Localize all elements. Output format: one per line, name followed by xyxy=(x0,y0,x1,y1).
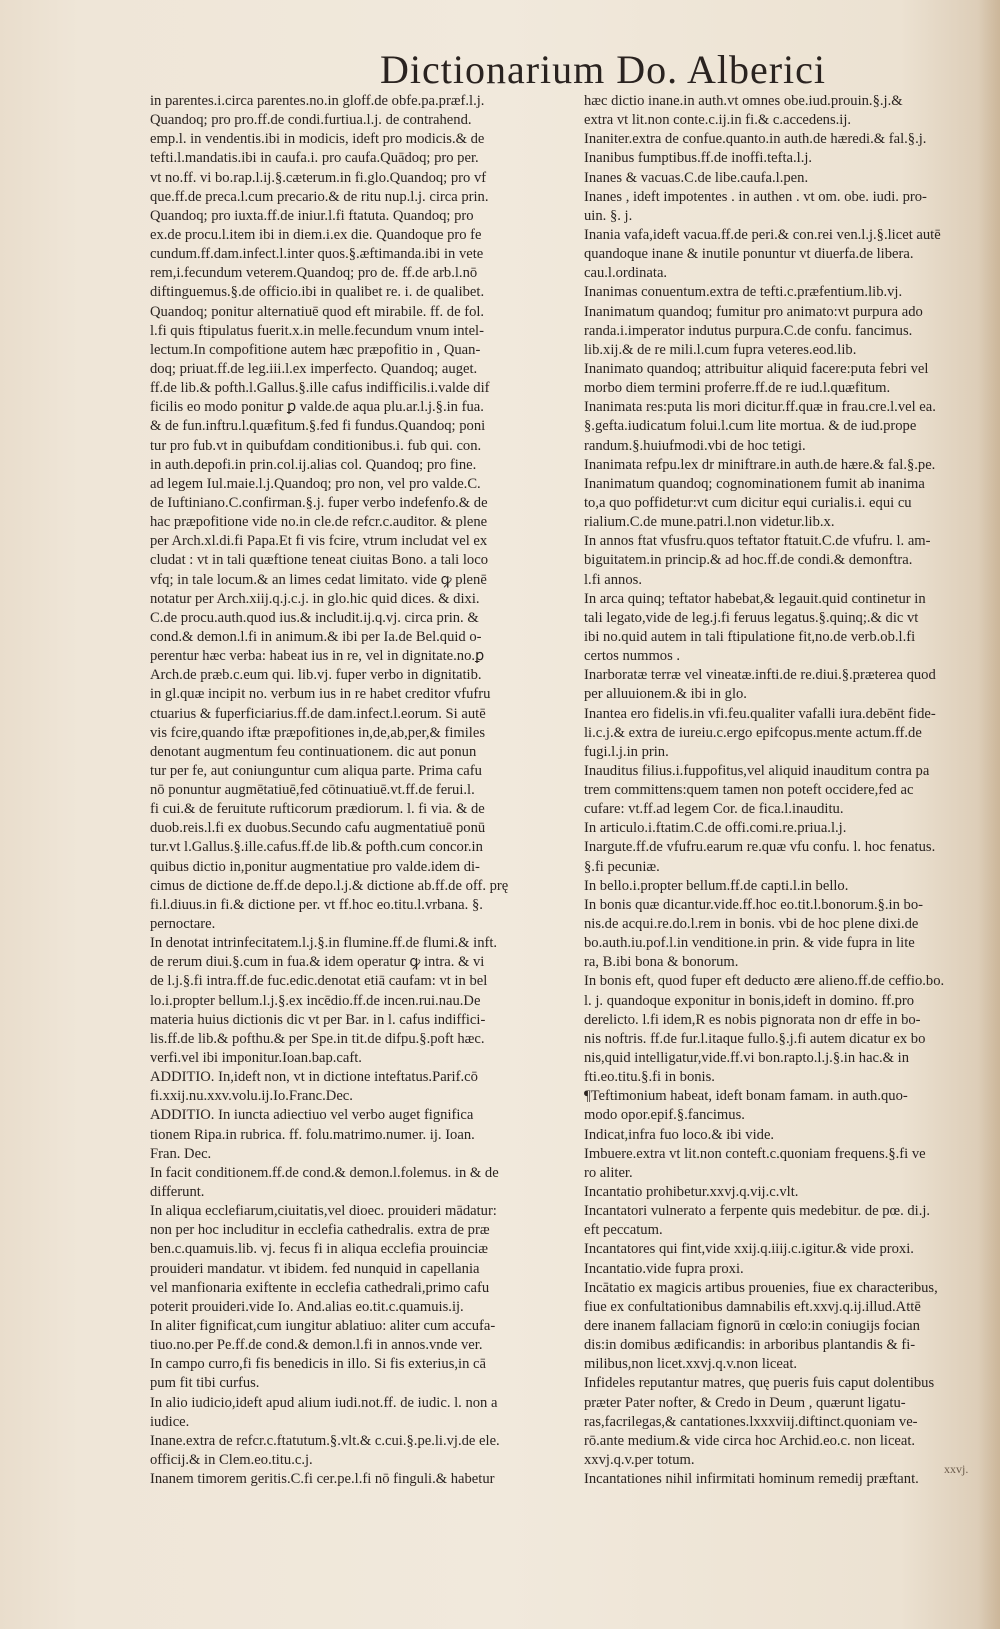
right-column-line: In bello.i.propter bellum.ff.de capti.l.in bello. xyxy=(584,877,849,894)
right-column-line: rialium.C.de mune.patri.l.non videtur.lib.x. xyxy=(584,514,835,531)
right-column-line: morbo diem termini proferre.ff.de re iud.l.quæfitum. xyxy=(584,380,891,397)
left-column-line: in auth.depofi.in prin.col.ij.alias col. Quandoq; pro fine. xyxy=(150,456,477,473)
right-column-line: Inaniter.extra de confue.quanto.in auth.de hæredi.& fal.§.j. xyxy=(584,131,927,148)
left-column-line: prouideri mandatur. vt ibidem. fed nunquid in capellania xyxy=(150,1260,480,1277)
left-column-line: cimus de dictione de.ff.de depo.l.j.& dictione ab.ff.de off. prę xyxy=(150,877,509,894)
right-column-line: derelicto. l.fi idem,R es nobis pignorata non dr effe in bo- xyxy=(584,1011,921,1028)
right-column-line: Incātatio ex magicis artibus prouenies, fiue ex characteribus, xyxy=(584,1279,938,1296)
left-column-line: cludat : vt in tali quæftione teneat ciuitas Bono. a tali loco xyxy=(150,552,489,569)
right-column-line: Inania vafa,ideft vacua.ff.de peri.& con.rei ven.l.j.§.licet autē xyxy=(584,226,941,243)
left-column-line: lo.i.propter bellum.l.j.§.ex incēdio.ff.de incen.rui.nau.De xyxy=(150,992,481,1009)
left-column-line: l.fi quis ftipulatus fuerit.x.in melle.fecundum vnum intel- xyxy=(150,322,484,339)
right-column-line: lib.xij.& de re mili.l.cum fupra veteres.eod.lib. xyxy=(584,341,857,358)
right-column-line: quandoque inane & inutile ponuntur vt diuerfa.de libera. xyxy=(584,246,914,263)
right-column-line: li.c.j.& extra de iureiu.c.ergo epifcopus.mente actum.ff.de xyxy=(584,724,922,741)
left-column-line: non per hoc includitur in ecclefia cathedralis. extra de præ xyxy=(150,1222,490,1239)
right-column-line: Inanimas conuentum.extra de tefti.c.præfentium.lib.vj. xyxy=(584,284,903,301)
left-column-line: Quandoq; ponitur alternatiuē quod eft mirabile. ff. de fol. xyxy=(150,303,485,320)
left-column-line: ADDITIO. In,ideft non, vt in dictione inteftatus.Parif.cō xyxy=(150,1069,478,1086)
right-column-line: Inanimata res:puta lis mori dicitur.ff.quæ in frau.cre.l.vel ea. xyxy=(584,399,936,416)
left-column-line: de Iuftiniano.C.confirman.§.j. fuper verbo indefenfo.& de xyxy=(150,494,488,511)
right-column-line: l.fi annos. xyxy=(584,571,642,588)
left-column-line: pernoctare. xyxy=(150,916,216,933)
left-column-line: ff.de lib.& pofth.l.Gallus.§.ille cafus indifficilis.i.valde dif xyxy=(150,380,490,397)
right-column-line: §.gefta.iudicatum folui.l.cum lite mortua. & de iud.prope xyxy=(584,418,917,435)
right-column-line: In arca quinq; teftator habebat,& legauit.quid continetur in xyxy=(584,590,926,607)
left-column-line: ficilis eo modo ponitur ꝑ valde.de aqua plu.ar.l.j.§.in fua. xyxy=(150,399,484,416)
right-column-line: trem committens:quem tamen non poteft occidere,fed ac xyxy=(584,782,914,799)
left-column-line: officij.& in Clem.eo.titu.c.j. xyxy=(150,1451,313,1468)
right-column xyxy=(584,92,984,1489)
left-column-line: de rerum diui.§.cum in fua.& idem operatur ꝙ intra. & vi xyxy=(150,954,485,971)
left-column-line: fi.xxij.nu.xxv.volu.ij.Io.Franc.Dec. xyxy=(150,1088,353,1105)
left-column-line: tionem Ripa.in rubrica. ff. folu.matrimo.numer. ij. Ioan. xyxy=(150,1126,475,1143)
right-column-line: Inanimata refpu.lex dr miniftrare.in auth.de hære.& fal.§.pe. xyxy=(584,456,936,473)
left-column-line: lectum.In compofitione autem hæc præpofitio in , Quan- xyxy=(150,341,481,358)
right-column-line: randa.i.imperator indutus purpura.C.de confu. fancimus. xyxy=(584,322,913,339)
right-column-line: ra, B.ibi bona & bonorum. xyxy=(584,954,739,971)
right-column-line: fugi.l.j.in prin. xyxy=(584,743,669,760)
left-column xyxy=(150,92,570,1489)
left-column-line: fi.l.diuus.in fi.& dictione per. vt ff.hoc eo.titu.l.vrbana. §. xyxy=(150,896,483,913)
left-column-line: ad legem Iul.maie.l.j.Quandoq; pro non, vel pro valde.C. xyxy=(150,475,481,492)
right-column-line: fti.eo.titu.§.fi in bonis. xyxy=(584,1069,715,1086)
right-column-line: In bonis quæ dicantur.vide.ff.hoc eo.tit.l.bonorum.§.in bo- xyxy=(584,896,923,913)
right-column-line: per alluuionem.& ibi in glo. xyxy=(584,686,747,703)
right-column-line: uin. §. j. xyxy=(584,207,633,224)
left-column-line: tur.vt l.Gallus.§.ille.cafus.ff.de lib.& pofth.cum concor.in xyxy=(150,839,483,856)
left-column-line: in gl.quæ incipit no. verbum ius in re habet creditor vfufru xyxy=(150,686,491,703)
left-column-line: vt no.ff. vi bo.rap.l.ij.§.cæterum.in fi.glo.Quandoq; pro vf xyxy=(150,169,487,186)
right-column-line: hæc dictio inane.in auth.vt omnes obe.iud.prouin.§.j.& xyxy=(584,93,903,109)
left-column-line: de l.j.§.fi intra.ff.de fuc.edic.denotat etiā caufam: vt in bel xyxy=(150,973,488,990)
left-column-line: lis.ff.de lib.& pofthu.& per Spe.in tit.de difpu.§.poft hæc. xyxy=(150,1030,485,1047)
left-column-line: In aliqua ecclefiarum,ciuitatis,vel dioec. prouideri mādatur: xyxy=(150,1203,497,1220)
left-column-line: iudice. xyxy=(150,1413,190,1430)
right-column-line: In bonis eft, quod fuper eft deducto ære alieno.ff.de ceffio.bo. xyxy=(584,973,945,990)
right-column-line: ras,facrilegas,& cantationes.lxxxviij.diftinct.quoniam ve- xyxy=(584,1413,918,1430)
right-column-line: fiue ex confultationibus damnabilis eft.xxvj.q.ij.illud.Attē xyxy=(584,1298,921,1315)
right-column-line: Incantatori vulnerato a ferpente quis medebitur. de pœ. di.j. xyxy=(584,1203,931,1220)
right-column-line: Imbuere.extra vt lit.non conteft.c.quoniam frequens.§.fi ve xyxy=(584,1145,926,1162)
right-column-line: certos nummos . xyxy=(584,648,681,665)
right-column-line: Inarboratæ terræ vel vineatæ.infti.de re.diui.§.præterea quod xyxy=(584,667,936,684)
left-column-line: Quandoq; pro pro.ff.de condi.furtiua.l.j. de contrahend. xyxy=(150,112,472,129)
right-column-line: Inanes & vacuas.C.de libe.caufa.l.pen. xyxy=(584,169,809,186)
left-column-line: perentur hæc verba: habeat ius in re, vel in dignitate.no.ꝑ xyxy=(150,648,485,665)
left-column-line: nō ponuntur augmētatiuē,fed cōtinuatiuē.vt.ff.de ferui.l. xyxy=(150,782,475,799)
right-column-line: eft peccatum. xyxy=(584,1222,663,1239)
right-column-line: §.fi pecuniæ. xyxy=(584,858,660,875)
right-column-line: præter Pater nofter, & Credo in Deum , quærunt ligatu- xyxy=(584,1394,906,1411)
right-column-line: Incantationes nihil infirmitati hominum remedij præftant. xyxy=(584,1471,919,1488)
right-column-line: ro aliter. xyxy=(584,1164,633,1181)
right-column-line: dis:in domibus ædificandis: in arboribus plantandis & fi- xyxy=(584,1337,916,1354)
left-column-line: vel manfionaria exiftente in ecclefia cathedrali,primo cafu xyxy=(150,1279,490,1296)
left-column-line: tur per fe, aut coniunguntur cum aliqua parte. Prima cafu xyxy=(150,762,482,779)
left-column-line: rem,i.fecundum veterem.Quandoq; pro de. ff.de arb.l.nō xyxy=(150,265,478,282)
right-column-line: cufare: vt.ff.ad legem Cor. de fica.l.inauditu. xyxy=(584,801,844,818)
right-column-line: dere inanem fallaciam fignorū in cœlo:in coniugijs focian xyxy=(584,1318,920,1334)
left-column-line: differunt. xyxy=(150,1184,205,1201)
right-column-line: extra vt lit.non conte.c.ij.in fi.& c.accedens.ij. xyxy=(584,112,852,129)
right-column-line: Inantea ero fidelis.in vfi.feu.qualiter vafalli iura.debēnt fide- xyxy=(584,705,936,722)
right-column-line: Inanes , ideft impotentes . in authen . vt om. obe. iudi. pro- xyxy=(584,188,927,205)
left-column-line: In alio iudicio,ideft apud alium iudi.not.ff. de iudic. l. non a xyxy=(150,1394,498,1411)
right-column-line: randum.§.huiufmodi.vbi de hoc tetigi. xyxy=(584,437,806,454)
right-column-line: ibi no.quid autem in tali ftipulatione fit,no.de verb.ob.l.fi xyxy=(584,628,916,645)
left-column-line: In denotat intrinfecitatem.l.j.§.in flumine.ff.de flumi.& inft. xyxy=(150,935,498,952)
left-column-line: Fran. Dec. xyxy=(150,1145,212,1162)
left-column-line: notatur per Arch.xiij.q.j.c.j. in glo.hic quid dices. & dixi. xyxy=(150,590,480,607)
left-column-line: Inanem timorem geritis.C.fi cer.pe.l.fi nō finguli.& habetur xyxy=(150,1471,495,1488)
left-column-line: & de fun.inftru.l.quæfitum.§.fed fi fundus.Quandoq; poni xyxy=(150,418,486,435)
left-column-line: tur pro fub.vt in quibufdam conditionibus.i. fub qui. con. xyxy=(150,437,482,454)
left-column-line: poterit prouideri.vide Io. And.alias eo.tit.c.quamuis.ij. xyxy=(150,1298,464,1315)
left-column-line: cundum.ff.dam.infect.l.inter quos.§.æftimanda.ibi in vete xyxy=(150,246,484,263)
right-column-line: nis noftris. ff.de fur.l.itaque fullo.§.j.fi autem dicatur ex bo xyxy=(584,1030,926,1047)
right-column-line: In articulo.i.ftatim.C.de offi.comi.re.priua.l.j. xyxy=(584,820,847,837)
right-column-line: ¶Teftimonium habeat, ideft bonam famam. in auth.quo- xyxy=(584,1088,908,1105)
left-column-line: fi cui.& de feruitute rufticorum prædiorum. l. fi via. & de xyxy=(150,801,485,818)
right-column-line: In annos ftat vfusfru.quos teftator ftatuit.C.de vfufru. l. am- xyxy=(584,533,931,550)
right-column-line: modo opor.epif.§.fancimus. xyxy=(584,1107,745,1124)
catchword: xxvj. xyxy=(944,1462,969,1476)
right-column-line: rō.ante medium.& vide circa hoc Archid.eo.c. non liceat. xyxy=(584,1432,916,1449)
left-column-line: quibus dictio in,ponitur augmentatiue pro valde.idem di- xyxy=(150,858,480,875)
right-column-line: nis.de acqui.re.do.l.rem in bonis. vbi de hoc plene dixi.de xyxy=(584,916,919,933)
right-column-line: Indicat,infra fuo loco.& ibi vide. xyxy=(584,1126,775,1143)
right-column-line: Inanimato quandoq; attribuitur aliquid facere:puta febri vel xyxy=(584,360,929,377)
right-column-line: Inauditus filius.i.fuppofitus,vel aliquid inauditum contra pa xyxy=(584,762,930,779)
right-column-line: Incantatio prohibetur.xxvj.q.vij.c.vlt. xyxy=(584,1184,799,1201)
left-column-line: in parentes.i.circa parentes.no.in gloff.de obfe.pa.præf.l.j. xyxy=(150,93,485,109)
left-column-line: In aliter fignificat,cum iungitur ablatiuo: aliter cum accufa- xyxy=(150,1318,496,1334)
left-column-line: C.de procu.auth.quod ius.& includit.ij.q.vj. circa prin. & xyxy=(150,609,479,626)
left-column-line: vis fcire,quando iftæ præpofitiones in,de,ab,per,& fimiles xyxy=(150,724,486,741)
right-column-line: bo.auth.iu.pof.l.in venditione.in prin. & vide fupra in lite xyxy=(584,935,915,952)
left-column-line: In campo curro,fi fis benedicis in illo. Si fis exterius,in cā xyxy=(150,1356,486,1373)
left-column-line: doq; priuat.ff.de leg.iii.l.ex imperfecto. Quandoq; auget. xyxy=(150,360,478,377)
left-column-line: In facit conditionem.ff.de cond.& demon.l.folemus. in & de xyxy=(150,1164,499,1181)
right-column-line: nis,quid intelligatur,vide.ff.vi bon.rapto.l.j.§.in hac.& in xyxy=(584,1050,910,1067)
left-column-line: diftinguemus.§.de officio.ibi in qualibet re. i. de qualibet. xyxy=(150,284,485,301)
left-column-line: Quandoq; pro iuxta.ff.de iniur.l.fi ftatuta. Quandoq; pro xyxy=(150,207,474,224)
right-column-line: Inanimatum quandoq; fumitur pro animato:vt purpura ado xyxy=(584,303,923,320)
left-column-line: tiuo.no.per Pe.ff.de cond.& demon.l.fi in annos.vnde ver. xyxy=(150,1337,483,1354)
right-column-line: Infideles reputantur matres, quę pueris fuis caput dolentibus xyxy=(584,1375,935,1392)
left-column-line: duob.reis.l.fi ex duobus.Secundo cafu augmentatiuē ponū xyxy=(150,820,486,837)
right-column-line: l. j. quandoque exponitur in bonis,ideft in domino. ff.pro xyxy=(584,992,915,1009)
right-column-line: tali legato,vide de leg.j.fi feruus legatus.§.quinq;.& dic vt xyxy=(584,609,919,626)
left-column-line: Arch.de præb.c.eum qui. lib.vj. fuper verbo in dignitatib. xyxy=(150,667,482,684)
left-column-line: emp.l. in vendentis.ibi in modicis, ideft pro modicis.& de xyxy=(150,131,485,148)
right-column-line: Incantatio.vide fupra proxi. xyxy=(584,1260,744,1277)
left-column-line: denotant augmentum feu continuationem. dic aut ponun xyxy=(150,743,477,760)
left-column-line: ex.de procu.l.item ibi in diem.i.ex die. Quandoque pro fe xyxy=(150,226,482,243)
left-column-line: ctuarius & fuperficiarius.ff.de dam.infect.l.eorum. Si autē xyxy=(150,705,486,722)
running-header: Dictionarium Do. Alberici xyxy=(380,47,827,92)
left-column-line: per Arch.xl.di.fi Papa.Et fi vis fcire, vtrum includat vel ex xyxy=(150,533,488,550)
left-column-line: vfq; in tale locum.& an limes cedat limitato. vide ꝙ plenē xyxy=(150,571,487,588)
left-column-line: hac præpofitione vide no.in cle.de refcr.c.auditor. & plene xyxy=(150,514,488,531)
left-column-line: que.ff.de preca.l.cum precario.& de ritu nup.l.j. circa prin. xyxy=(150,188,489,205)
left-column-line: verfi.vel ibi imponitur.Ioan.bap.caft. xyxy=(150,1050,362,1067)
right-column-line: xxvj.q.v.per totum. xyxy=(584,1451,695,1468)
right-column-line: Inanimatum quandoq; cognominationem fumit ab inanima xyxy=(584,475,925,492)
right-column-line: biguitatem.in princip.& ad hoc.ff.de condi.& demonftra. xyxy=(584,552,913,569)
left-column-line: ADDITIO. In iuncta adiectiuo vel verbo auget fignifica xyxy=(150,1107,474,1124)
right-column-line: Inanibus fumptibus.ff.de inoffi.tefta.l.j. xyxy=(584,150,813,167)
right-column-line: Inargute.ff.de vfufru.earum re.quæ vfu confu. l. hoc fenatus. xyxy=(584,839,936,856)
left-column-line: pum fit tibi curfus. xyxy=(150,1375,260,1392)
right-column-line: to,a quo poffidetur:vt cum dicitur equi curialis.i. equi cu xyxy=(584,494,912,511)
left-column-line: materia huius dictionis dic vt per Bar. in l. cafus indiffici- xyxy=(150,1011,486,1028)
right-column-line: milibus,non licet.xxvj.q.v.non liceat. xyxy=(584,1356,798,1373)
right-column-line: Incantatores qui fint,vide xxij.q.iiij.c.igitur.& vide proxi. xyxy=(584,1241,914,1258)
left-column-line: cond.& demon.l.fi in animum.& ibi per Ia.de Bel.quid o- xyxy=(150,628,482,645)
left-column-line: ben.c.quamuis.lib. vj. fecus fi in aliqua ecclefia prouinciæ xyxy=(150,1241,488,1258)
left-column-line: tefti.l.mandatis.ibi in caufa.i. pro caufa.Quādoq; pro per. xyxy=(150,150,479,167)
left-column-line: Inane.extra de refcr.c.ftatutum.§.vlt.& c.cui.§.pe.li.vj.de ele. xyxy=(150,1432,500,1449)
right-column-line: cau.l.ordinata. xyxy=(584,265,668,282)
